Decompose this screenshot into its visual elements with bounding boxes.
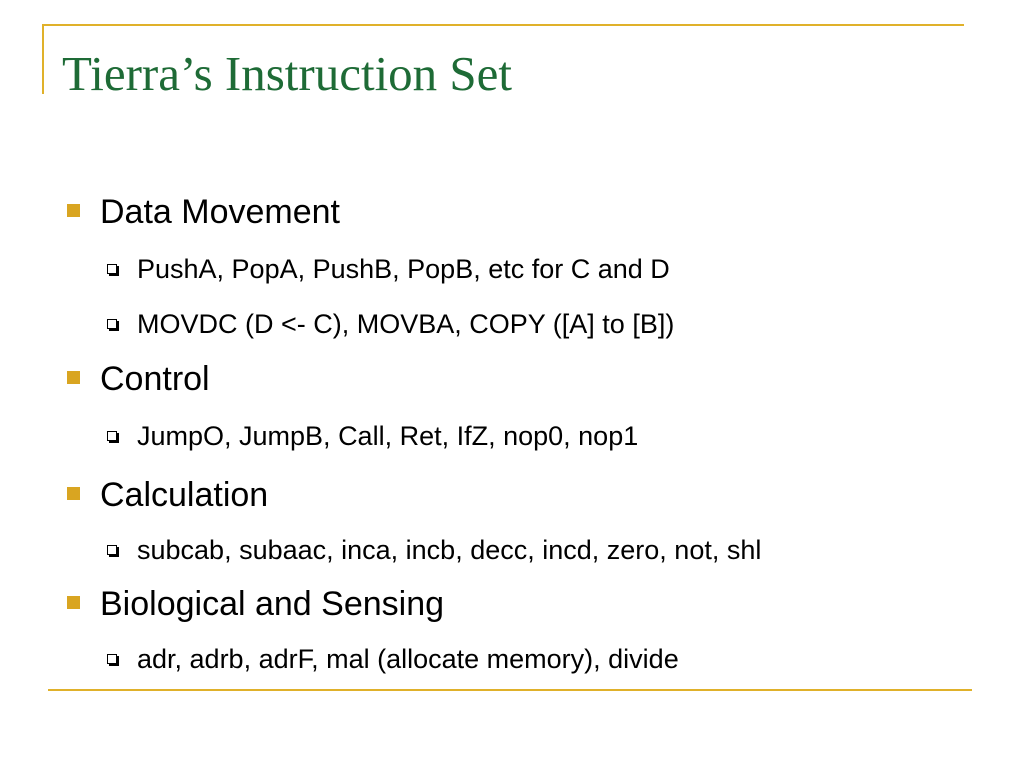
hollow-square-bullet-icon <box>107 654 117 664</box>
square-bullet-icon <box>67 596 80 609</box>
bullet-label: Control <box>100 360 210 398</box>
sub-bullet-text: adr, adrb, adrF, mal (allocate memory), divide <box>137 644 679 674</box>
hollow-square-bullet-icon <box>107 431 117 441</box>
square-bullet-icon <box>67 204 80 217</box>
hollow-square-bullet-icon <box>107 319 117 329</box>
square-bullet-icon <box>67 371 80 384</box>
bullet-label: Calculation <box>100 476 269 514</box>
slide-title: Tierra’s Instruction Set <box>62 46 513 101</box>
bullet-label: Biological and Sensing <box>100 585 445 623</box>
bullet-label: Data Movement <box>100 193 340 231</box>
hollow-square-bullet-icon <box>107 264 117 274</box>
sub-bullet-text: MOVDC (D <- C), MOVBA, COPY ([A] to [B]) <box>137 309 675 339</box>
bottom-rule <box>48 689 972 691</box>
sub-bullet-text: subcab, subaac, inca, incb, decc, incd, zero, not, shl <box>137 535 762 565</box>
square-bullet-icon <box>67 487 80 500</box>
hollow-square-bullet-icon <box>107 545 117 555</box>
sub-bullet-text: JumpO, JumpB, Call, Ret, IfZ, nop0, nop1 <box>137 421 639 451</box>
sub-bullet-text: PushA, PopA, PushB, PopB, etc for C and D <box>137 254 670 284</box>
